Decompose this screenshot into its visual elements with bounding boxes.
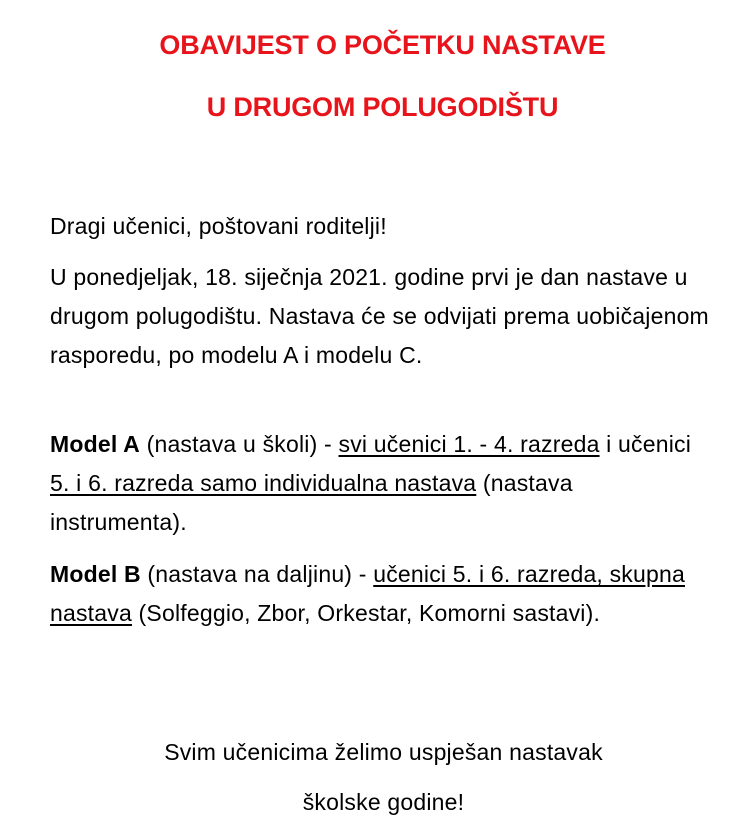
- model-b-paragraph: [50, 555, 710, 633]
- model-a-group-2: 5. i 6. razreda samo individualna nastava: [50, 470, 477, 496]
- model-a-mode: (nastava u školi) -: [140, 431, 339, 457]
- model-a-note: (nastava instrumenta).: [50, 470, 573, 535]
- model-b-mode: (nastava na daljinu) -: [140, 561, 374, 587]
- closing-line-1: Svim učenicima želimo uspješan nastavak: [164, 739, 603, 765]
- model-a-label: Model A: [50, 431, 140, 457]
- model-b-label: Model B: [50, 561, 141, 587]
- intro-paragraph: U ponedjeljak, 18. siječnja 2021. godine prvi je dan nastave u drugom polugodištu. Nastava će se odvijati prema uobičajenom rasporedu, po modelu A i modelu C.: [50, 264, 709, 368]
- notice-title-line-2: U DRUGOM POLUGODIŠTU: [206, 92, 559, 122]
- model-b-group: učenici 5. i 6. razreda, skupna nastava: [50, 561, 685, 626]
- model-a-connector: i učenici: [599, 431, 692, 457]
- notice-title-line-1: OBAVIJEST O POČETKU NASTAVE: [159, 30, 606, 60]
- greeting: Dragi učenici, poštovani roditelji!: [50, 213, 387, 239]
- model-a-group-1: svi učenici 1. - 4. razreda: [338, 431, 600, 457]
- closing-line-2: školske godine!: [302, 789, 465, 815]
- model-a-paragraph: [50, 425, 710, 542]
- model-b-note: (Solfeggio, Zbor, Orkestar, Komorni sastavi).: [131, 600, 601, 626]
